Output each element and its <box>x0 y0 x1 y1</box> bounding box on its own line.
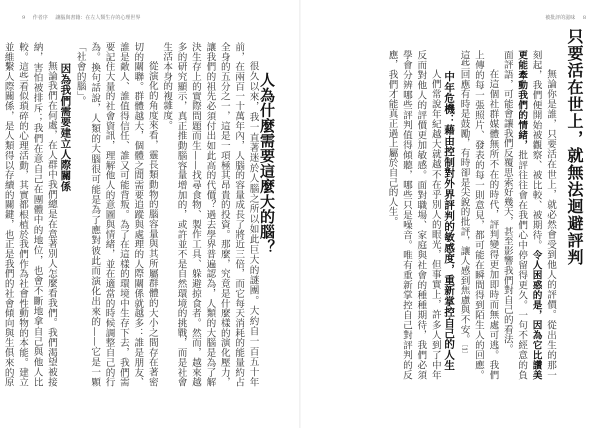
right-paragraph-3: 人們常說年紀越大就越不在乎別人的眼光，但事實上，許多人到了中年反而對他人的評價更加敏感。面對職場、家庭與社會的種種期待，我們必須學會分辨哪些評判值得傾聽，哪些只是噪音。唯有重新掌控自己對評判的反應，我們才能真正過上屬於自己的人生。 <box>386 50 441 380</box>
right-paragraph-2-text: 在這個社群媒體無所不在的時代，評判變得更加即時而無處可逃。我們上傳的每一張照片、發表的每一則意見，都可能在瞬間得到陌生人的回應。這些回應有時是鼓勵，有時卻是尖銳的批評，讓人感到焦慮與不安。 <box>458 50 499 380</box>
left-paragraph-2: 從演化的角度來看，靈長類動物的腦容量與其所屬群體的大小之間存在著密切的關聯。群體越大，個體之間需要追蹤與處理的人際關係就越多：誰是朋友、誰是敵人、誰值得信任、誰又可能背叛。為了在這樣的環境中生存下去，我們需要記住大量的社會資訊，理解他人的意圖與情緒，並在適當的時候調整自己的行為。換句話說，人類的大腦很可能是為了應對彼此而演化出來的——它是一顆「社會的腦」。 <box>74 42 158 387</box>
left-page <box>0 0 299 428</box>
right-paragraph-1-text: 無論你是誰，只要活在世上，就必然會受到他人的評價。從出生的那一刻起，我們便開始被觀察、被比較、被期待。 <box>530 50 556 380</box>
footnote-ref: ［1］ <box>460 344 468 358</box>
right-header-title: 被批評的滋味 <box>545 15 576 21</box>
left-header-author: 作者序 <box>32 15 48 21</box>
right-body-text <box>321 50 557 380</box>
right-page <box>301 0 600 428</box>
right-bold-text: 令人困惑的是，因為它比讚美更能牽動我們的情緒， <box>516 50 542 380</box>
section-title: 人為什麼需要這麼大的腦？ <box>258 72 276 255</box>
left-body-text <box>2 42 276 387</box>
left-running-header <box>22 14 140 21</box>
right-running-header <box>545 14 586 21</box>
left-sub-title: 因為我們需要建立人際關係 <box>59 63 72 192</box>
right-paragraph-1b: 批評往往會在我們心中停留得更久。一句不經意的負面評語，可能會讓我們反覆思索好幾天，甚至影響我們對自己的看法。 <box>501 50 528 380</box>
right-paragraph-2 <box>456 50 499 380</box>
left-page-number: 9 <box>22 15 26 21</box>
left-paragraph-1: 很久以來，我一直著迷於人腦之所以如此巨大的謎團。大約自一百五十年前，在兩百一十萬年內，人腦的容量成長了將近三倍，而它每天消耗的能量約占全身的五分之一，這是一項極其昂貴的投資。那麼，究竟是什麼樣的演化壓力，讓我們的祖先必須付出如此高的代價？過去學界普遍認為，人類的大腦是為了解決生存上的實際問題而生——找尋食物、製作工具、躲避掠食者。然而，越來越多的研究顯示，真正推動腦容量增加的，或許並不是自然環境的挑戰，而是社會生活本身的複雜度。 <box>161 42 259 387</box>
left-header-title: 讓腦與書籍：在左人類生存的心理世界 <box>55 15 141 21</box>
right-page-number: 8 <box>582 15 586 21</box>
left-paragraph-3: 無論我們在何處，在人群中我們總是在意著別人怎麼看我們。我們渴望被接納，害怕被排斥；我們在意自己在團體中的地位，也會不斷地拿自己與他人比較。這些看似瑣碎的心理活動，其實都根植於我們作為社會性動物的本能。建立並維繫人際關係，是人類得以存續的關鍵，也正是我們的社會傾向與生俱來的原 <box>2 42 57 387</box>
chapter-title: 只要活在世上，就無法迴避評判 <box>565 28 584 266</box>
right-sub-title: 中年危機：藉由控制對外界評判的敏感度，重新掌控自己的人生 <box>443 71 456 371</box>
right-paragraph-1 <box>499 50 557 380</box>
